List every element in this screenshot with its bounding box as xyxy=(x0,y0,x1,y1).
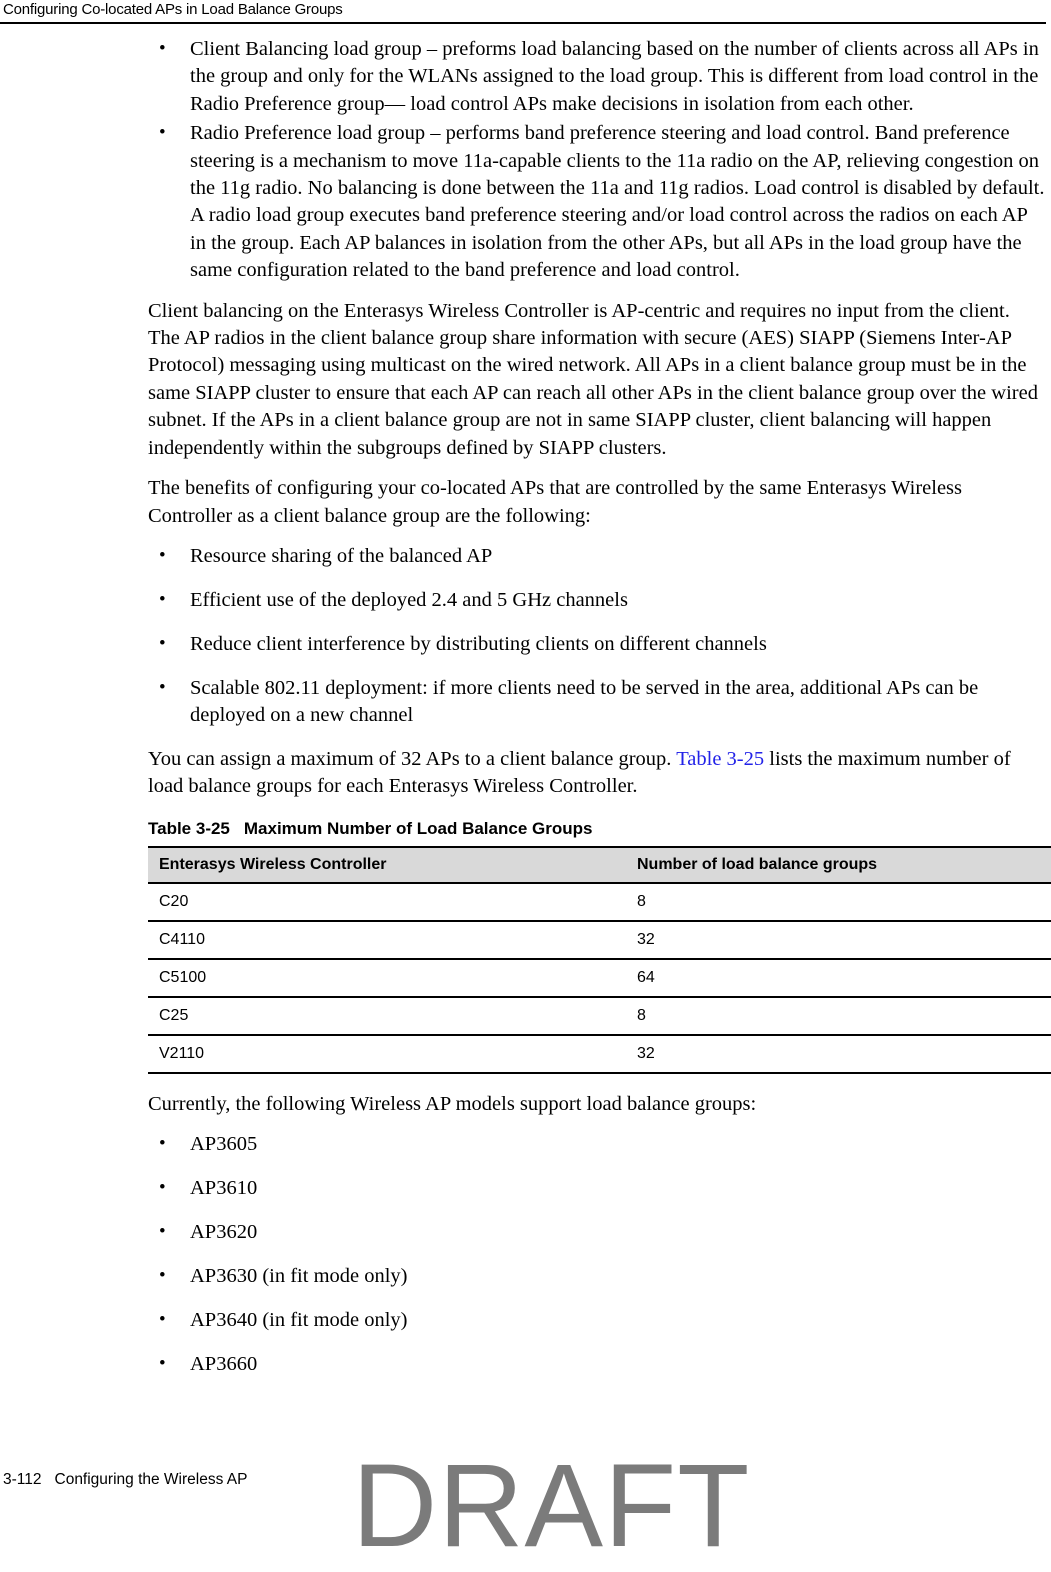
list-item-label: AP3605 xyxy=(190,1133,258,1156)
paragraph-models-intro: Currently, the following Wireless AP models support load balance groups: xyxy=(148,1092,757,1115)
table-body xyxy=(148,883,1051,1073)
column-header-controller: Enterasys Wireless Controller xyxy=(148,847,626,883)
list-item xyxy=(148,1263,1046,1290)
bullet-list-ap-models xyxy=(148,1131,1046,1378)
load-balance-groups-table xyxy=(148,846,1051,1074)
bullet-icon: • xyxy=(159,1220,166,1242)
list-item xyxy=(148,631,1046,658)
page-number: 3-112 xyxy=(3,1471,42,1488)
list-item-label: Scalable 802.11 deployment: if more clients need to be served in the area, additional APs can be deployed on a new channel xyxy=(190,676,979,727)
list-item xyxy=(148,587,1046,614)
bullet-icon: • xyxy=(159,544,166,566)
cell-group-count: 32 xyxy=(626,1035,1051,1073)
table-caption-number: Table 3-25 xyxy=(148,818,230,838)
bullet-list-benefits xyxy=(148,543,1046,730)
bullet-icon: • xyxy=(159,1352,166,1374)
cell-group-count: 32 xyxy=(626,921,1051,959)
cell-controller: C5100 xyxy=(148,959,626,997)
bullet-list-load-group-types xyxy=(148,36,1046,285)
paragraph-max-aps xyxy=(148,746,1046,801)
table-cross-reference-link[interactable]: Table 3-25 xyxy=(676,747,765,770)
list-item xyxy=(148,1175,1046,1202)
table-row xyxy=(148,1035,1051,1073)
column-header-group-count: Number of load balance groups xyxy=(626,847,1051,883)
table-row xyxy=(148,959,1051,997)
list-item xyxy=(148,1219,1046,1246)
list-item xyxy=(148,1351,1046,1378)
table-caption xyxy=(148,819,1046,839)
list-item-label: AP3640 (in fit mode only) xyxy=(190,1308,408,1331)
header-title: Configuring Co-located APs in Load Balance Groups xyxy=(3,1,343,18)
list-item-label: Resource sharing of the balanced AP xyxy=(190,544,493,567)
list-item xyxy=(148,1131,1046,1158)
list-item xyxy=(148,120,1046,284)
table-row xyxy=(148,997,1051,1035)
list-item-label: AP3620 xyxy=(190,1220,258,1243)
cell-controller: C25 xyxy=(148,997,626,1035)
bullet-icon: • xyxy=(159,1177,166,1199)
cell-group-count: 8 xyxy=(626,997,1051,1035)
bullet-icon: • xyxy=(159,632,166,654)
bullet-icon: • xyxy=(159,122,166,144)
table-header xyxy=(148,847,1051,883)
bullet-icon: • xyxy=(159,588,166,610)
bullet-icon: • xyxy=(159,676,166,698)
cell-group-count: 8 xyxy=(626,883,1051,921)
cell-controller: C20 xyxy=(148,883,626,921)
bullet-icon: • xyxy=(159,1264,166,1286)
cell-controller: V2110 xyxy=(148,1035,626,1073)
draft-watermark: DRAFT xyxy=(352,1440,751,1572)
list-item-label: Reduce client interference by distributing clients on different channels xyxy=(190,632,767,655)
bullet-icon: • xyxy=(159,38,166,59)
cell-controller: C4110 xyxy=(148,921,626,959)
footer-text xyxy=(3,1471,247,1489)
table-row xyxy=(148,921,1051,959)
page-footer xyxy=(0,1435,1051,1572)
list-item-label: Radio Preference load group – performs band preference steering and load control. Band preference steering is a mechanism to move 11a-capable clients to the 11a radio on the AP, relieving congestion on the 11g radio. No balancing is done between the 11a and 11g radios. Load control is disabled by default. A radio load group executes band preference steering and/or load control across the radios on each AP in the group. Each AP balances in isolation from the other APs, but all APs in the load group have the same configuration related to the band preference and load control. xyxy=(190,122,1045,282)
list-item xyxy=(148,36,1046,118)
paragraph-client-balancing: Client balancing on the Enterasys Wireless Controller is AP-centric and requires no input from the client. The AP radios in the client balance group share information with secure (AES) SIAPP (Siemens Inter-AP Protocol) messaging using multicast on the wired network. All APs in a client balance group must be in the same SIAPP cluster to ensure that each AP can reach all other APs in the client balance group over the wired subnet. If the APs in a client balance group are not in same SIAPP cluster, client balancing will happen independently within the subgroups defined by SIAPP clusters. xyxy=(148,299,1038,459)
list-item xyxy=(148,675,1046,730)
list-item-label: AP3610 xyxy=(190,1177,258,1200)
list-item-label: AP3630 (in fit mode only) xyxy=(190,1264,408,1287)
list-item-label: Efficient use of the deployed 2.4 and 5 GHz channels xyxy=(190,588,628,611)
page-content xyxy=(148,36,1046,1395)
table-header-row xyxy=(148,847,1051,883)
list-item-label: AP3660 xyxy=(190,1352,258,1375)
bullet-icon: • xyxy=(159,1133,166,1155)
table-caption-title: Maximum Number of Load Balance Groups xyxy=(243,818,593,838)
paragraph-max-aps-prefix: You can assign a maximum of 32 APs to a client balance group. xyxy=(148,747,677,770)
footer-chapter-title: Configuring the Wireless AP xyxy=(54,1471,248,1488)
paragraph-max-aps-suffix: lists the maximum number of load balance groups for each Enterasys Wireless Controller. xyxy=(148,747,1011,798)
bullet-icon: • xyxy=(159,1308,166,1330)
list-item xyxy=(148,1307,1046,1334)
cell-group-count: 64 xyxy=(626,959,1051,997)
page-header xyxy=(0,0,1046,28)
paragraph-benefits-intro: The benefits of configuring your co-located APs that are controlled by the same Enterasys Wireless Controller as a client balance group are the following: xyxy=(148,477,962,527)
header-rule xyxy=(0,22,1046,24)
table-row xyxy=(148,883,1051,921)
list-item-label: Client Balancing load group – preforms load balancing based on the number of clients across all APs in the group and only for the WLANs assigned to the load group. This is different from load control in the Radio Preference group— load control APs make decisions in isolation from each other. xyxy=(190,38,1039,115)
list-item xyxy=(148,543,1046,570)
